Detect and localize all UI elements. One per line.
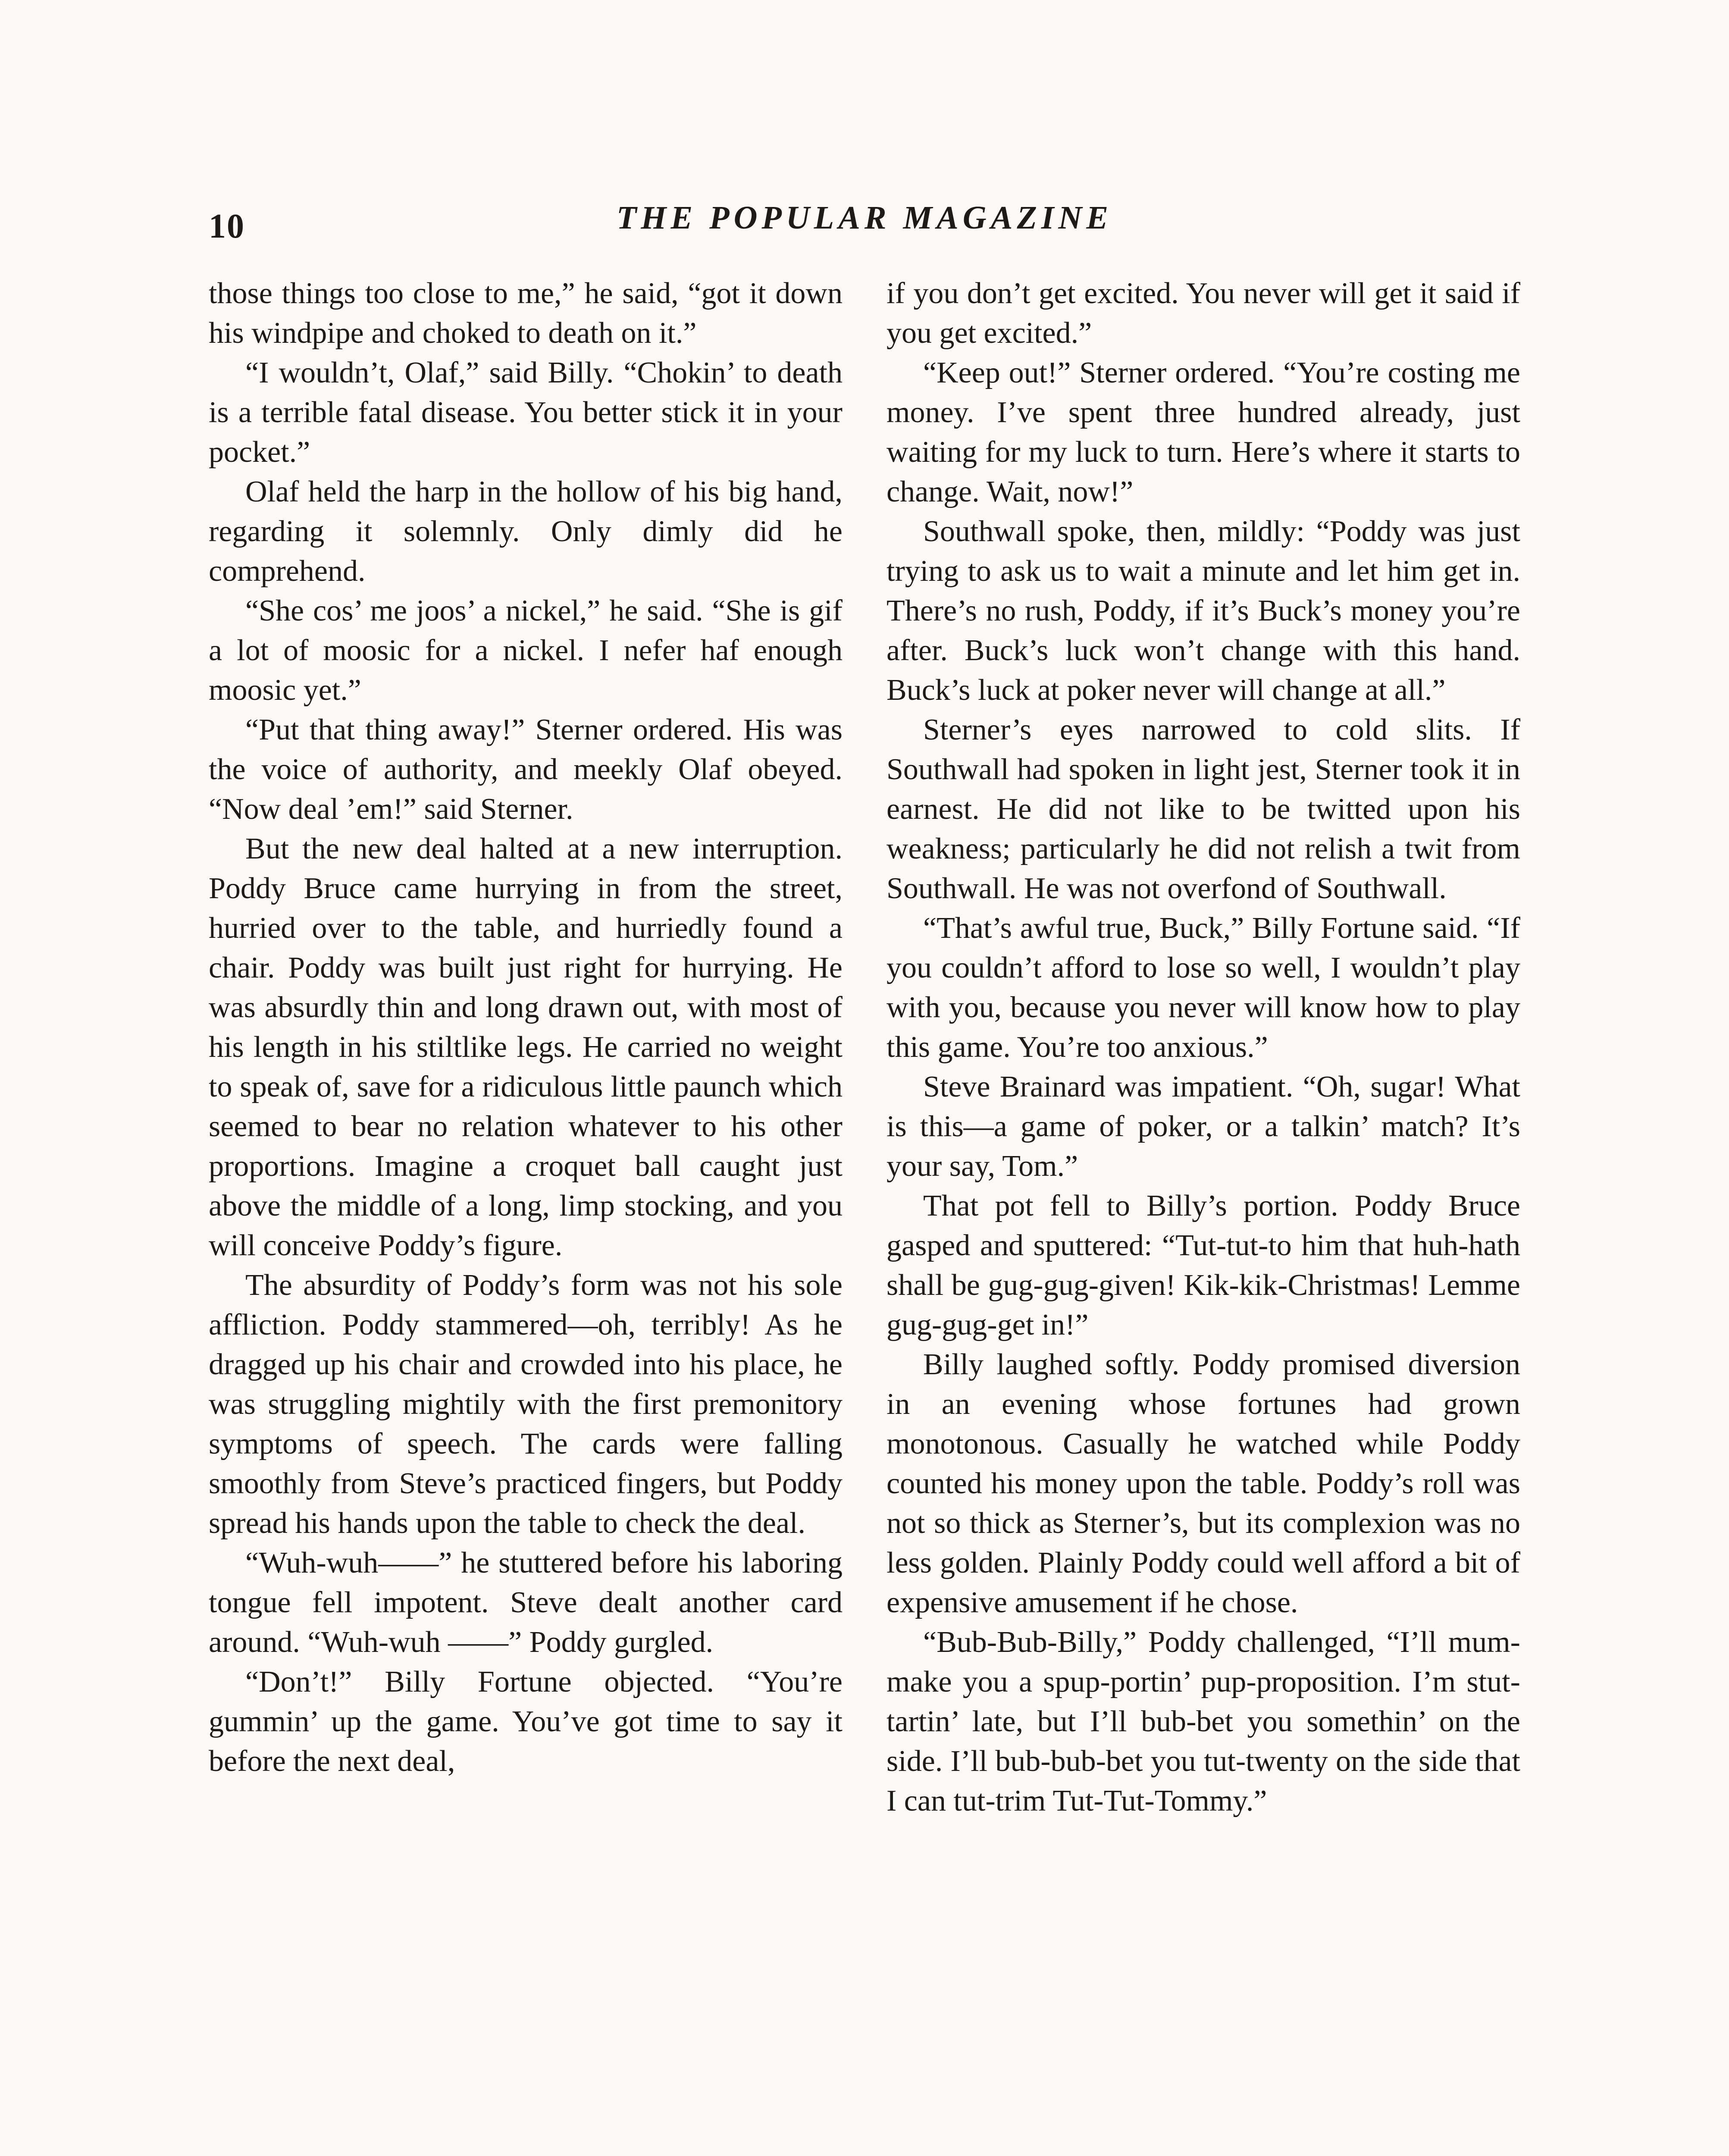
paragraph: “Wuh-wuh——” he stuttered before his laboring tongue fell impotent. Steve dealt another card around. “Wuh-wuh ——” Poddy gurgled.	[209, 1546, 843, 1659]
left-column	[209, 274, 843, 1781]
paragraph: those things too close to me,” he said, “got it down his windpipe and choked to death on it.”	[209, 277, 843, 350]
paragraph: if you don’t get excited. You never will get it said if you get excited.”	[886, 277, 1520, 350]
paragraph: “Don’t!” Billy Fortune objected. “You’re gummin’ up the game. You’ve got time to say it before the next deal,	[209, 1665, 843, 1778]
paragraph: The absurdity of Poddy’s form was not his sole affliction. Poddy stammered—oh, terribly! As he dragged up his chair and crowded into his place, he was struggling mightily with the first premonitory symptoms of speech. The cards were falling smoothly from Steve’s practiced fingers, but Poddy spread his hands upon the table to check the deal.	[209, 1269, 843, 1540]
paragraph: Billy laughed softly. Poddy promised diversion in an evening whose fortunes had grown monotonous. Casually he watched while Poddy counted his money upon the table. Poddy’s roll was not so thick as Sterner’s, but its complexion was no less golden. Plainly Poddy could well afford a bit of expensive amusement if he chose.	[886, 1348, 1520, 1619]
paragraph: “That’s awful true, Buck,” Billy Fortune said. “If you couldn’t afford to lose so well, I wouldn’t play with you, because you never will know how to play this game. You’re too anxious.”	[886, 912, 1520, 1064]
paragraph: “Bub-Bub-Billy,” Poddy challenged, “I’ll mum-make you a spup-portin’ pup-proposition. I’m stut-tartin’ late, but I’ll bub-bet you somethin’ on the side. I’ll bub-bub-bet you tut-twenty on the side that I can tut-trim Tut-Tut-Tommy.”	[886, 1626, 1520, 1818]
page-number: 10	[209, 207, 245, 245]
paragraph: Southwall spoke, then, mildly: “Poddy was just trying to ask us to wait a minute and let him get in. There’s no rush, Poddy, if it’s Buck’s money you’re after. Buck’s luck won’t change with this hand. Buck’s luck at poker never will change at all.”	[886, 515, 1520, 707]
running-title: THE POPULAR MAGAZINE	[616, 200, 1113, 236]
paragraph: “She cos’ me joos’ a nickel,” he said. “She is gif a lot of moosic for a nickel. I nefer haf enough moosic yet.”	[209, 594, 843, 707]
paragraph: Sterner’s eyes narrowed to cold slits. If Southwall had spoken in light jest, Sterner took it in earnest. He did not like to be twitted upon his weakness; particularly he did not relish a twit from Southwall. He was not overfond of Southwall.	[886, 713, 1520, 905]
paragraph: “Keep out!” Sterner ordered. “You’re costing me money. I’ve spent three hundred already, just waiting for my luck to turn. Here’s where it starts to change. Wait, now!”	[886, 356, 1520, 508]
paragraph: “Put that thing away!” Sterner ordered. His was the voice of authority, and meekly Olaf obeyed. “Now deal ’em!” said Sterner.	[209, 713, 843, 826]
paragraph: Olaf held the harp in the hollow of his big hand, regarding it solemnly. Only dimly did he comprehend.	[209, 475, 843, 588]
paragraph: Steve Brainard was impatient. “Oh, sugar! What is this—a game of poker, or a talkin’ match? It’s your say, Tom.”	[886, 1070, 1520, 1183]
paragraph: But the new deal halted at a new interruption. Poddy Bruce came hurrying in from the street, hurried over to the table, and hurriedly found a chair. Poddy was built just right for hurrying. He was absurdly thin and long drawn out, with most of his length in his stiltlike legs. He carried no weight to speak of, save for a ridiculous little paunch which seemed to bear no relation whatever to his other proportions. Imagine a croquet ball caught just above the middle of a long, limp stocking, and you will conceive Poddy’s figure.	[209, 832, 843, 1262]
paragraph: That pot fell to Billy’s portion. Poddy Bruce gasped and sputtered: “Tut-tut-to him that huh-hath shall be gug-gug-given! Kik-kik-Christmas! Lemme gug-gug-get in!”	[886, 1189, 1520, 1341]
right-column	[886, 274, 1520, 1821]
paragraph: “I wouldn’t, Olaf,” said Billy. “Chokin’ to death is a terrible fatal disease. You better stick it in your pocket.”	[209, 356, 843, 469]
